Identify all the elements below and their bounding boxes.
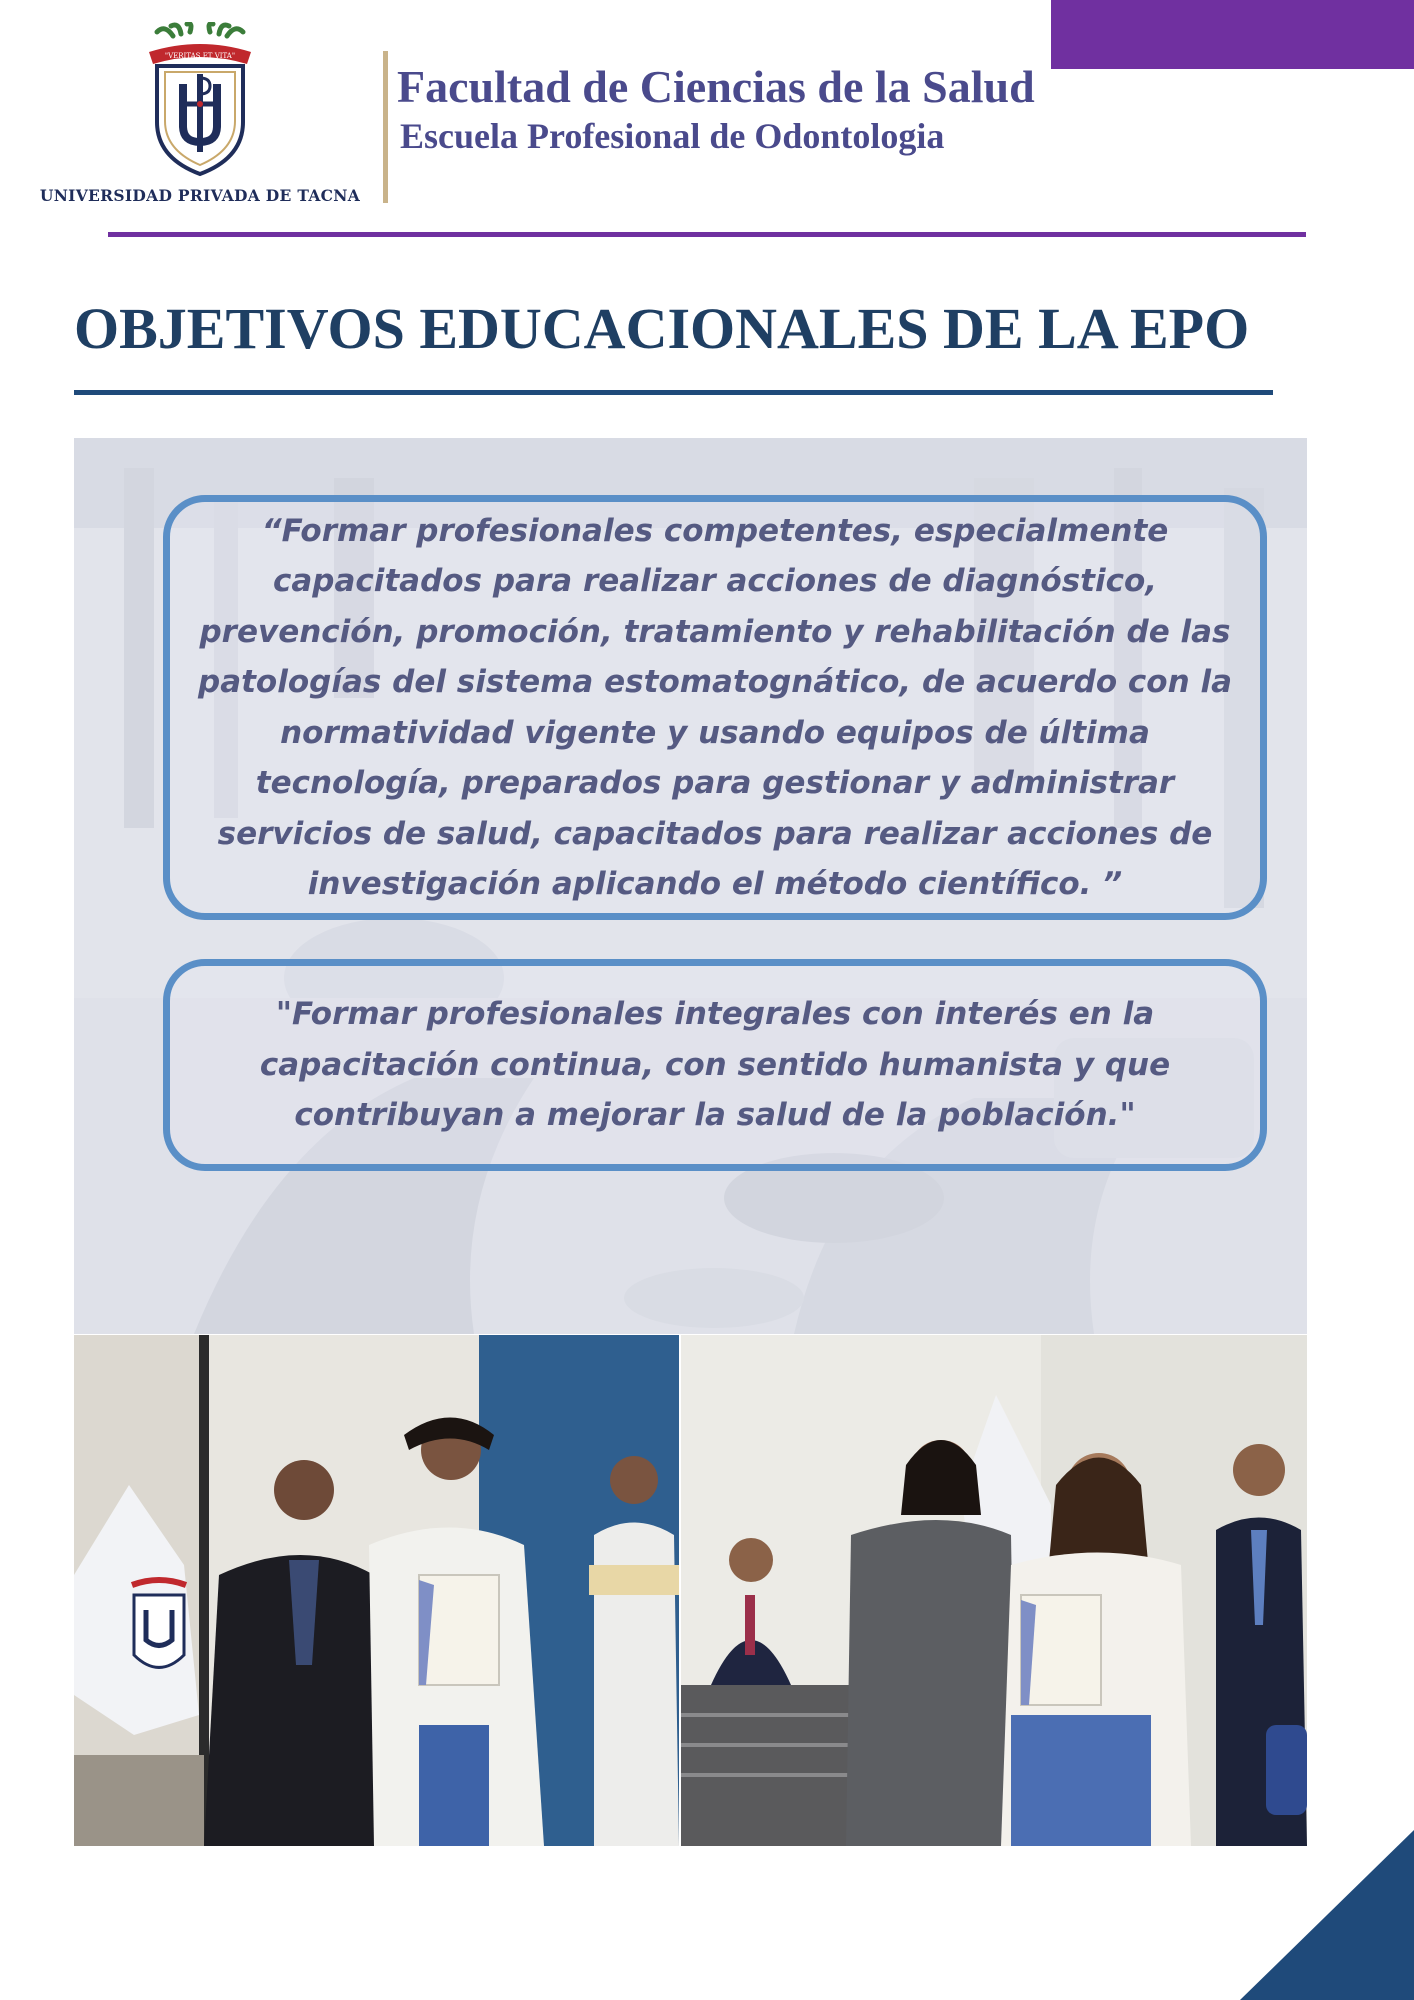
- top-accent-bar: [1051, 0, 1414, 69]
- school-name: Escuela Profesional de Odontologia: [400, 116, 945, 156]
- educational-objective-quote-1: [163, 495, 1267, 920]
- diploma-ceremony-image: [74, 1335, 679, 1846]
- ceremony-photo-right: [681, 1335, 1307, 1846]
- university-crest-icon: [135, 22, 265, 177]
- quote-1-text: “Formar profesionales competentes, especialmente capacitados para realizar acciones de diagnóstico, prevención, promoción, tratamiento y rehabilitación de las patologías del sistema estomatognático, de acuerdo con la normatividad vigente y usando equipos de última tecnología, preparados para gestionar y administrar servicios de salud, capacitados para realizar acciones de investigación aplicando el método científico. ”: [198, 512, 1232, 902]
- faculty-name: Facultad de Ciencias de la Salud: [397, 61, 1035, 112]
- educational-objective-quote-2: [163, 959, 1267, 1171]
- quote-2-text: "Formar profesionales integrales con interés en la capacitación continua, con sentido humanista y que contribuyan a mejorar la salud de la población.": [259, 996, 1171, 1134]
- ceremony-photo-left: [74, 1335, 679, 1846]
- title-rule: [74, 390, 1273, 395]
- header-rule: [108, 232, 1306, 237]
- page-title: OBJETIVOS EDUCACIONALES DE LA EPO: [74, 296, 1250, 361]
- university-logo: [30, 22, 370, 212]
- svg-text:"VERITAS ET VITA": "VERITAS ET VITA": [164, 52, 236, 60]
- university-name: UNIVERSIDAD PRIVADA DE TACNA: [39, 186, 361, 205]
- header-divider: [383, 51, 388, 203]
- diploma-ceremony-image-2: [681, 1335, 1307, 1846]
- corner-triangle: [1240, 1830, 1414, 2000]
